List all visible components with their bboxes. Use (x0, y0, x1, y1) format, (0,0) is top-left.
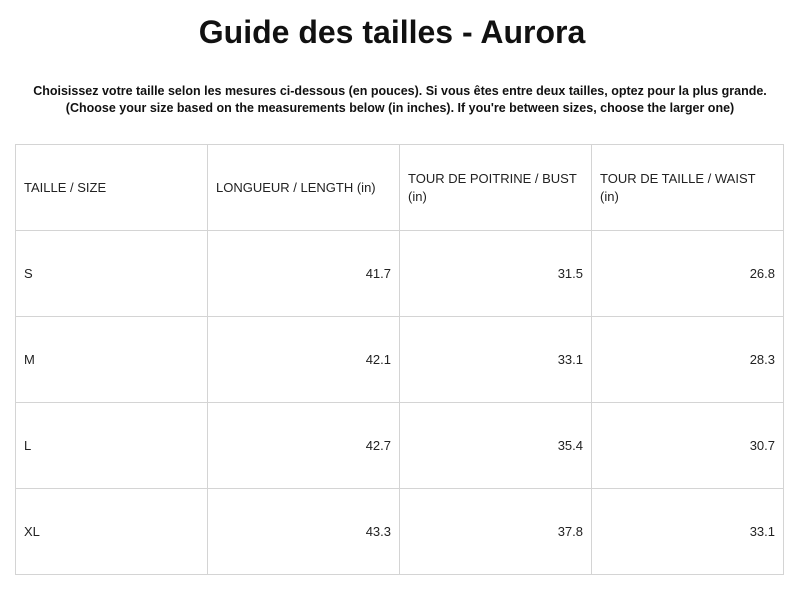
size-chart-table (15, 144, 784, 575)
size-cell: XL (16, 489, 208, 575)
table-header-row (16, 145, 784, 231)
size-instructions (0, 83, 800, 117)
length-cell: 41.7 (208, 231, 400, 317)
instructions-french: Choisissez votre taille selon les mesures ci-dessous (en pouces). Si vous êtes entre deux tailles, optez pour la plus grande. (33, 84, 767, 98)
size-cell: L (16, 403, 208, 489)
length-cell: 42.1 (208, 317, 400, 403)
waist-cell: 26.8 (592, 231, 784, 317)
bust-cell: 37.8 (400, 489, 592, 575)
table-row (16, 489, 784, 575)
page-title: Guide des tailles - Aurora (198, 14, 586, 50)
bust-cell: 33.1 (400, 317, 592, 403)
header-length: LONGUEUR / LENGTH (in) (208, 145, 400, 231)
length-cell: 43.3 (208, 489, 400, 575)
size-cell: M (16, 317, 208, 403)
table-row (16, 403, 784, 489)
waist-cell: 28.3 (592, 317, 784, 403)
header-waist: TOUR DE TAILLE / WAIST (in) (592, 145, 784, 231)
size-cell: S (16, 231, 208, 317)
header-size: TAILLE / SIZE (16, 145, 208, 231)
bust-cell: 31.5 (400, 231, 592, 317)
length-cell: 42.7 (208, 403, 400, 489)
table-row (16, 317, 784, 403)
table-row (16, 231, 784, 317)
waist-cell: 33.1 (592, 489, 784, 575)
waist-cell: 30.7 (592, 403, 784, 489)
header-bust: TOUR DE POITRINE / BUST (in) (400, 145, 592, 231)
instructions-english: (Choose your size based on the measurements below (in inches). If you're between sizes, choose the larger one) (65, 101, 735, 115)
bust-cell: 35.4 (400, 403, 592, 489)
